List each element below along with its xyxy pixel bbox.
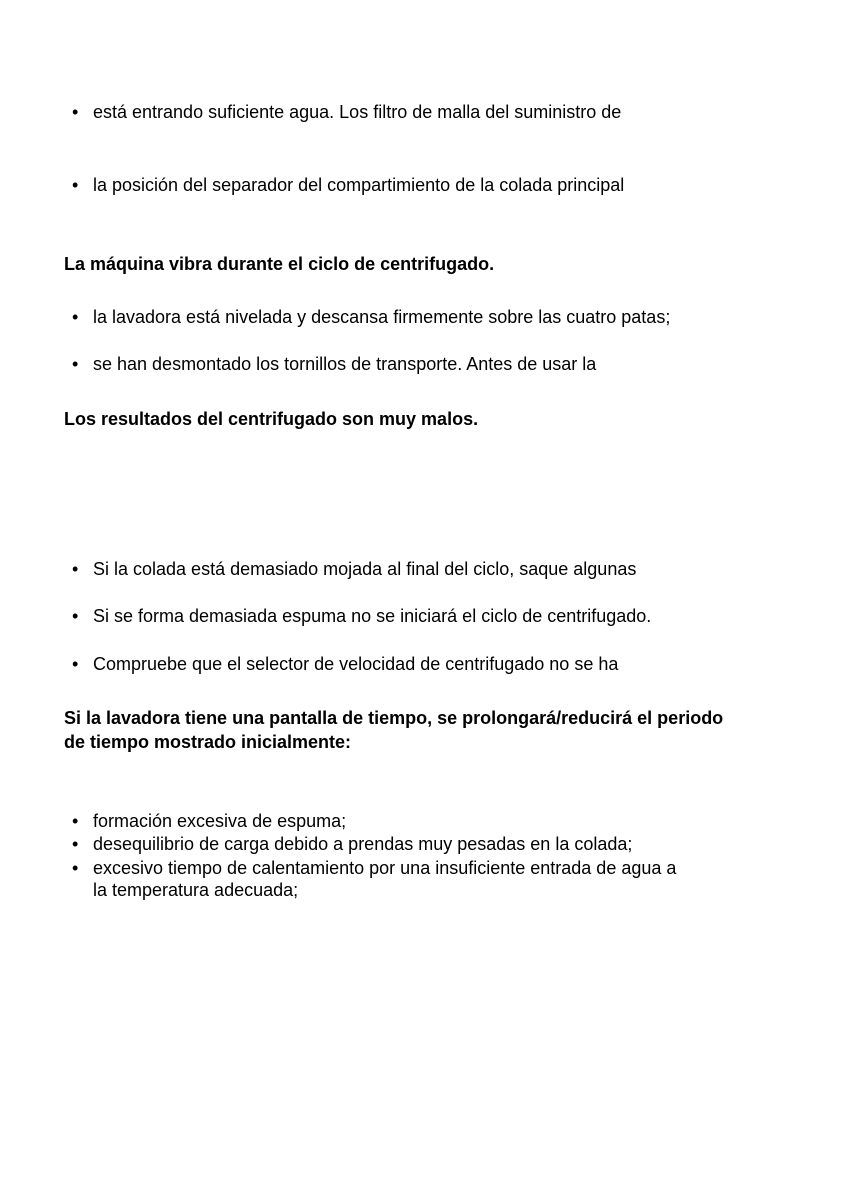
list-item-text: Si se forma demasiada espuma no se iniciará el ciclo de centrifugado.	[93, 606, 652, 626]
list-item	[72, 558, 753, 580]
list-item	[72, 833, 753, 855]
list-item-text: excesivo tiempo de calentamiento por una insuficiente entrada de agua a la temperatura adecuada;	[93, 858, 677, 900]
section-heading-time-display: Si la lavadora tiene una pantalla de tiempo, se prolongará/reducirá el periodo de tiempo mostrado inicialmente:	[64, 708, 724, 752]
list-item	[72, 653, 753, 675]
list-item	[72, 306, 693, 328]
bullet-icon: •	[72, 354, 79, 374]
list-item-text: se han desmontado los tornillos de transporte. Antes de usar la	[93, 354, 597, 374]
bullet-icon: •	[72, 102, 79, 122]
bullet-icon: •	[72, 307, 79, 327]
bullet-icon: •	[72, 811, 79, 831]
list-item	[72, 857, 693, 901]
bullet-icon: •	[72, 654, 79, 674]
bullet-icon: •	[72, 606, 79, 626]
bullet-icon: •	[72, 559, 79, 579]
section-heading-spin-results: Los resultados del centrifugado son muy malos.	[64, 409, 479, 429]
list-item	[72, 174, 753, 196]
list-item	[72, 101, 753, 123]
list-item	[72, 810, 753, 832]
section-heading-vibration: La máquina vibra durante el ciclo de centrifugado.	[64, 254, 495, 274]
list-item-text: la lavadora está nivelada y descansa firmemente sobre las cuatro patas;	[93, 307, 671, 327]
list-item	[72, 605, 753, 627]
list-item-text: desequilibrio de carga debido a prendas muy pesadas en la colada;	[93, 834, 633, 854]
list-item-text: Compruebe que el selector de velocidad de centrifugado no se ha	[93, 654, 619, 674]
bullet-icon: •	[72, 834, 79, 854]
list-item-text: la posición del separador del compartimiento de la colada principal	[93, 175, 625, 195]
bullet-icon: •	[72, 858, 79, 878]
list-item	[72, 353, 753, 375]
list-item-text: Si la colada está demasiado mojada al final del ciclo, saque algunas	[93, 559, 637, 579]
list-item-text: formación excesiva de espuma;	[93, 811, 347, 831]
bullet-icon: •	[72, 175, 79, 195]
list-item-text: está entrando suficiente agua. Los filtro de malla del suministro de	[93, 102, 622, 122]
